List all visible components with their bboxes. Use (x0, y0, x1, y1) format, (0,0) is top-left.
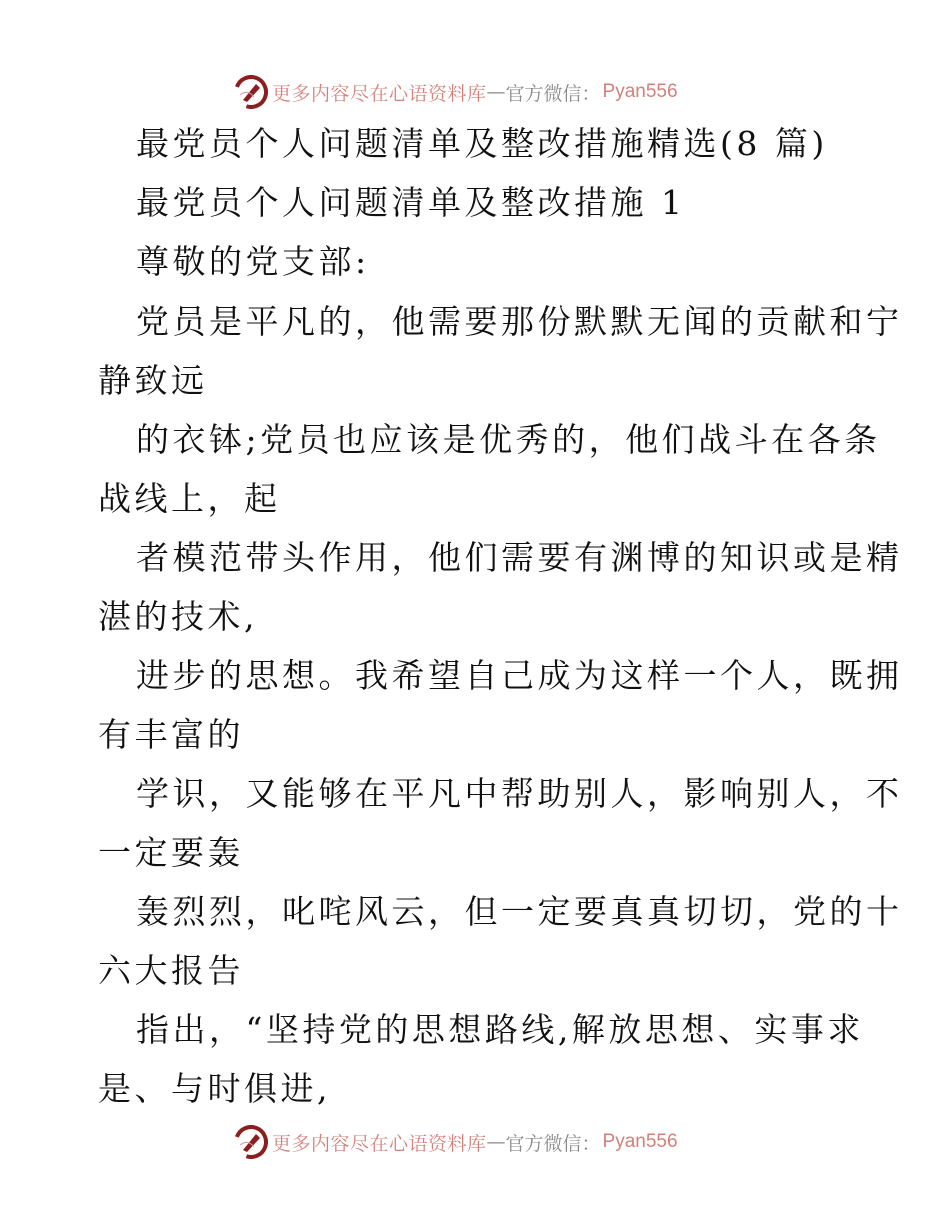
paragraph-line: 六大报告 (98, 951, 244, 990)
paragraph-line: 轰烈烈，叱咤风云，但一定要真真切切，党的十 (136, 892, 903, 931)
watermark-dash: — (486, 81, 506, 103)
paragraph-line: 静致远 (98, 361, 208, 400)
footer-watermark-banner (234, 1122, 678, 1162)
section-heading: 最党员个人问题清单及整改措施 1 (136, 183, 686, 222)
paragraph-line: 是、与时俱进, (98, 1069, 331, 1108)
watermark-dash: — (486, 1131, 506, 1153)
paragraph-line: 的衣钵;党员也应该是优秀的，他们战斗在各条 (136, 420, 881, 459)
paragraph-line: 学识，又能够在平凡中帮助别人，影响别人，不 (136, 774, 903, 813)
watermark-site-text: 更多内容尽在心语资料库 (272, 1132, 487, 1155)
watermark-wechat-id: Pyan556 (602, 1131, 678, 1152)
header-watermark-banner (234, 72, 678, 112)
watermark-wechat-label: 官方微信： (505, 1132, 601, 1155)
watermark-wechat-label: 官方微信： (505, 82, 601, 105)
paragraph-line: 党员是平凡的，他需要那份默默无闻的贡献和宁 (136, 302, 903, 341)
paragraph-line: 有丰富的 (98, 715, 244, 754)
watermark-wechat-id: Pyan556 (602, 81, 678, 102)
pen-nib-logo-icon (234, 75, 268, 109)
document-title: 最党员个人问题清单及整改措施精选(8 篇) (136, 124, 828, 163)
salutation: 尊敬的党支部: (136, 242, 370, 281)
paragraph-line: 一定要轰 (98, 833, 244, 872)
paragraph-line: 湛的技术, (98, 597, 258, 636)
paragraph-line: 战线上，起 (98, 479, 281, 518)
paragraph-line: 者模范带头作用，他们需要有渊博的知识或是精 (136, 538, 903, 577)
watermark-site-text: 更多内容尽在心语资料库 (272, 82, 487, 105)
paragraph-line: 进步的思想。我希望自己成为这样一个人，既拥 (136, 656, 903, 695)
pen-nib-logo-icon (234, 1125, 268, 1159)
paragraph-line: 指出，“坚持党的思想路线,解放思想、实事求 (136, 1010, 864, 1049)
